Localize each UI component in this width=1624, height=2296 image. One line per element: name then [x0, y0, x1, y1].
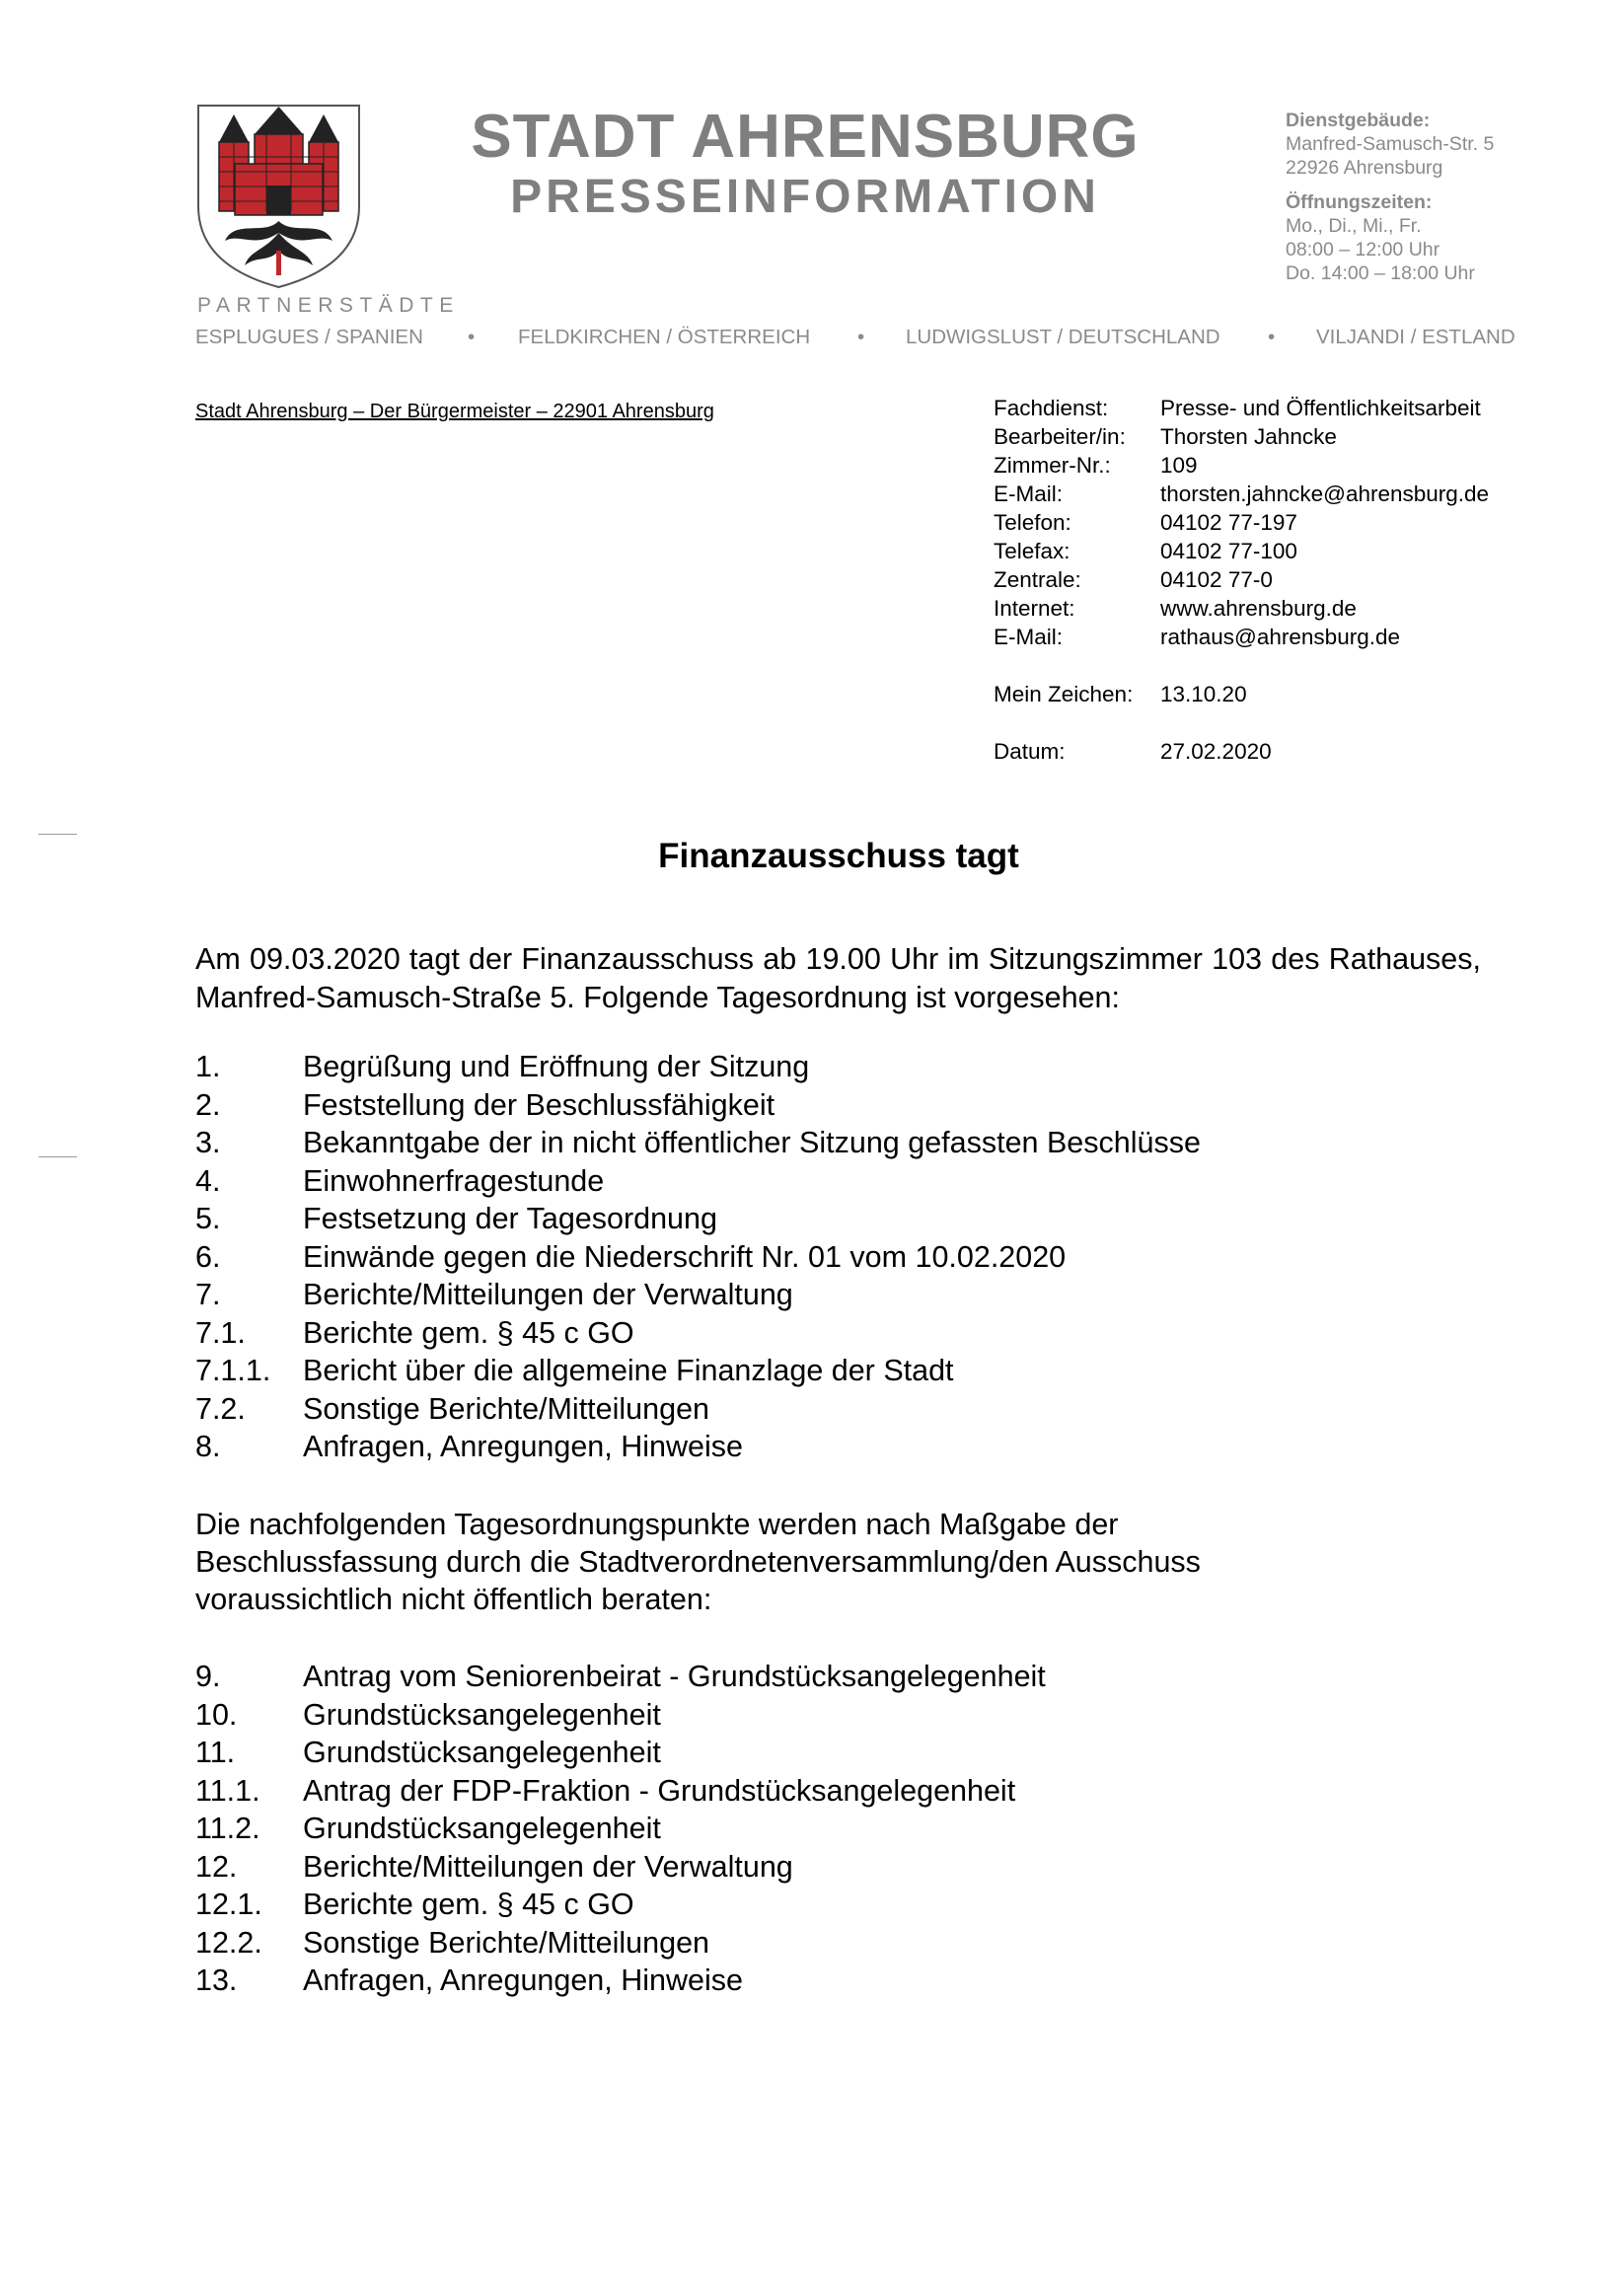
agenda-text: Grundstücksangelegenheit [303, 1812, 661, 1845]
contact-value: 04102 77-100 [1160, 539, 1297, 563]
contact-label: Fachdienst: [994, 396, 1109, 420]
agenda-item [195, 1886, 1046, 1924]
agenda-item [195, 1048, 1201, 1086]
separator-dot: • [857, 326, 865, 348]
contact-row [994, 394, 1489, 422]
agenda-nonpublic-list [195, 1658, 1046, 2000]
contact-label: E-Mail: [994, 625, 1064, 649]
agenda-text: Festsetzung der Tagesordnung [303, 1202, 717, 1235]
agenda-text: Anfragen, Anregungen, Hinweise [303, 1963, 743, 1997]
agenda-text: Bericht über die allgemeine Finanzlage der Stadt [303, 1354, 954, 1387]
agenda-text: Antrag der FDP-Fraktion - Grundstücksangelegenheit [303, 1773, 1016, 1808]
contact-email[interactable]: thorsten.jahncke@ahrensburg.de [1160, 481, 1490, 506]
agenda-text: Antrag vom Seniorenbeirat - Grundstücksangelegenheit [303, 1660, 1046, 1693]
contact-block [994, 394, 1489, 766]
address-line: 22926 Ahrensburg [1286, 157, 1443, 179]
building-label: Dienstgebäude: [1286, 110, 1431, 131]
contact-row [994, 480, 1489, 508]
note-line: voraussichtlich nicht öffentlich beraten: [195, 1583, 712, 1616]
partner-cities-row [195, 326, 1519, 353]
hours-line: 08:00 – 12:00 Uhr [1286, 239, 1440, 260]
reference-row [994, 680, 1489, 708]
agenda-item [195, 1086, 1201, 1125]
partner-city: FELDKIRCHEN / ÖSTERREICH [518, 326, 811, 348]
agenda-number: 7. [195, 1278, 221, 1311]
agenda-number: 12.2. [195, 1925, 262, 1960]
contact-value: 04102 77-0 [1160, 567, 1273, 592]
contact-row [994, 537, 1489, 565]
contact-email[interactable]: rathaus@ahrensburg.de [1160, 625, 1400, 649]
agenda-item [195, 1428, 1201, 1466]
agenda-text: Berichte/Mitteilungen der Verwaltung [303, 1278, 793, 1311]
agenda-text: Begrüßung und Eröffnung der Sitzung [303, 1050, 810, 1083]
agenda-text: Berichte gem. § 45 c GO [303, 1315, 634, 1350]
press-release-heading: Finanzausschuss tagt [658, 837, 1019, 875]
contact-value: Thorsten Jahncke [1160, 424, 1337, 449]
agenda-item [195, 1848, 1046, 1887]
contact-value: 109 [1160, 453, 1198, 478]
contact-row [994, 508, 1489, 537]
agenda-text: Sonstige Berichte/Mitteilungen [303, 1391, 709, 1426]
agenda-text: Anfragen, Anregungen, Hinweise [303, 1430, 743, 1463]
agenda-number: 11. [195, 1736, 236, 1769]
agenda-text: Feststellung der Beschlussfähigkeit [303, 1087, 775, 1122]
agenda-text: Grundstücksangelegenheit [303, 1736, 661, 1769]
date-label: Datum: [994, 739, 1066, 764]
fold-mark [38, 834, 77, 835]
agenda-text: Berichte gem. § 45 c GO [303, 1888, 634, 1921]
agenda-number: 12. [195, 1849, 238, 1884]
partner-city: LUDWIGSLUST / DEUTSCHLAND [906, 326, 1220, 348]
nonpublic-note [195, 1506, 1481, 1618]
contact-row [994, 565, 1489, 594]
note-line: Beschlussfassung durch die Stadtverordnetenversammlung/den Ausschuss [195, 1545, 1201, 1579]
contact-label: Telefax: [994, 539, 1070, 563]
sender-return-address: Stadt Ahrensburg – Der Bürgermeister – 22901 Ahrensburg [195, 401, 714, 422]
agenda-item [195, 1696, 1046, 1735]
agenda-item [195, 1658, 1046, 1696]
separator-dot: • [1268, 326, 1276, 348]
agenda-item [195, 1238, 1201, 1277]
agenda-item [195, 1124, 1201, 1162]
contact-value: 04102 77-197 [1160, 510, 1297, 535]
agenda-item [195, 1276, 1201, 1314]
agenda-number: 3. [195, 1126, 221, 1159]
contact-label: E-Mail: [994, 481, 1064, 506]
contact-website[interactable]: www.ahrensburg.de [1160, 596, 1357, 621]
agenda-number: 8. [195, 1430, 221, 1463]
agenda-text: Berichte/Mitteilungen der Verwaltung [303, 1849, 793, 1884]
agenda-item [195, 1924, 1046, 1963]
contact-row [994, 451, 1489, 480]
agenda-text: Einwohnerfragestunde [303, 1163, 605, 1198]
agenda-number: 2. [195, 1087, 221, 1122]
agenda-number: 11.2. [195, 1812, 260, 1845]
partner-cities-label: PARTNERSTÄDTE [197, 294, 460, 317]
agenda-public-list [195, 1048, 1201, 1466]
reference-label: Mein Zeichen: [994, 682, 1134, 706]
agenda-item [195, 1962, 1046, 2000]
intro-paragraph: Am 09.03.2020 tagt der Finanzausschuss ab 19.00 Uhr im Sitzungszimmer 103 des Rathauses, Manfred-Samusch-Straße 5. Folgende Tagesordnung ist vorgesehen: [195, 942, 1481, 1014]
office-info [1286, 109, 1582, 285]
agenda-number: 4. [195, 1163, 221, 1198]
agenda-item [195, 1314, 1201, 1353]
partner-city: VILJANDI / ESTLAND [1316, 326, 1515, 348]
contact-row [994, 623, 1489, 651]
date-row [994, 737, 1489, 766]
agenda-number: 7.1.1. [195, 1354, 271, 1387]
reference-value: 13.10.20 [1160, 682, 1247, 706]
city-crest-logo [195, 103, 362, 290]
agenda-number: 6. [195, 1239, 221, 1274]
agenda-number: 11.1. [195, 1773, 260, 1808]
contact-label: Zimmer-Nr.: [994, 453, 1111, 478]
contact-row [994, 594, 1489, 623]
agenda-item [195, 1200, 1201, 1238]
agenda-text: Sonstige Berichte/Mitteilungen [303, 1925, 709, 1960]
agenda-text: Grundstücksangelegenheit [303, 1697, 661, 1732]
contact-label: Telefon: [994, 510, 1071, 535]
contact-value: Presse- und Öffentlichkeitsarbeit [1160, 396, 1481, 420]
agenda-number: 7.1. [195, 1315, 246, 1350]
agenda-item [195, 1810, 1046, 1848]
date-value: 27.02.2020 [1160, 739, 1272, 764]
note-line: Die nachfolgenden Tagesordnungspunkte werden nach Maßgabe der [195, 1508, 1119, 1541]
agenda-number: 12.1. [195, 1888, 262, 1921]
agenda-number: 5. [195, 1202, 221, 1235]
agenda-item [195, 1162, 1201, 1201]
agenda-text: Bekanntgabe der in nicht öffentlicher Sitzung gefassten Beschlüsse [303, 1126, 1201, 1159]
contact-row [994, 422, 1489, 451]
agenda-text: Einwände gegen die Niederschrift Nr. 01 vom 10.02.2020 [303, 1239, 1067, 1274]
agenda-number: 13. [195, 1963, 238, 1997]
agenda-number: 9. [195, 1660, 221, 1693]
agenda-number: 7.2. [195, 1391, 246, 1426]
document-title: STADT AHRENSBURG [471, 103, 1140, 171]
punch-mark [38, 1156, 77, 1157]
address-line: Manfred-Samusch-Str. 5 [1286, 133, 1495, 155]
contact-label: Internet: [994, 596, 1075, 621]
agenda-item [195, 1734, 1046, 1772]
document-subtitle: PRESSEINFORMATION [510, 171, 1100, 223]
hours-line: Do. 14:00 – 18:00 Uhr [1286, 262, 1475, 284]
agenda-item [195, 1772, 1046, 1811]
agenda-item [195, 1390, 1201, 1429]
contact-label: Zentrale: [994, 567, 1081, 592]
agenda-item [195, 1352, 1201, 1390]
agenda-number: 10. [195, 1697, 238, 1732]
hours-line: Mo., Di., Mi., Fr. [1286, 215, 1422, 237]
hours-label: Öffnungszeiten: [1286, 191, 1433, 213]
separator-dot: • [468, 326, 476, 348]
contact-label: Bearbeiter/in: [994, 424, 1126, 449]
agenda-number: 1. [195, 1050, 221, 1083]
partner-city: ESPLUGUES / SPANIEN [195, 326, 423, 348]
